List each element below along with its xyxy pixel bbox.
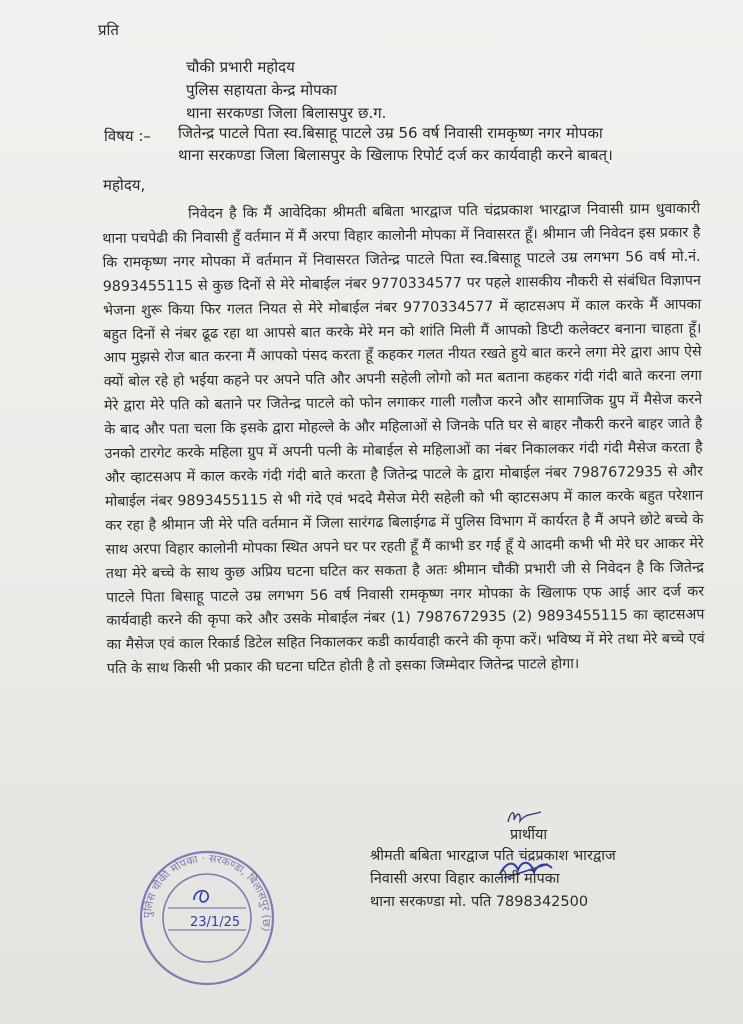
closing-text: प्रार्थीया: [510, 827, 548, 843]
letter-body: निवेदन है कि मैं आवेदिका श्रीमती बबिता भारद्वाज पति चंद्रप्रकाश भारद्वाज निवासी ग्राम धुवाकारी थाना पचपेढी की निवासी हुँ वर्तमान में मैं अरपा विहार कालोनी मोपका में निवासरत हूँ। श्रीमान जी निवेदन इस प्रकार है कि रामकृष्ण नगर मोपका में वर्तमान में निवासरत जितेन्द्र पाटले पिता स्व.बिसाहू पाटले उम्र लगभग 56 वर्ष मो.नं. 9893455115 से कुछ दिनों से मेरे मोबाईल नंबर 9770334577 पर पहले शासकीय नौकरी से संबंधित विज्ञापन भेजना शुरू किया फिर गलत नियत से मेरे मोबाईल नंबर 9770334577 में व्हाटसअप में काल करके मैं आपका बहुत दिनों से नंबर ढूढ रहा था आपसे बात करके मेरे मन को शांति मिली मैं आपको डिप्टी कलेक्टर बनाना चाहता हूँ। आप मुझसे रोज बात करना मैं आपको पंसद करता हूँ कहकर गलत नीयत रखते हुये बात करने लगा मेरे द्वारा आप ऐसे क्यों बोल रहे हो भईया कहने पर अपने पति और अपनी सहेली लोगो को मत बताना कहकर गंदी गंदी बाते करना लगा मेरे द्वारा मेरे पति को बताने पर जितेन्द्र पाटले को फोन लगाकर गाली गलौज करने और सामाजिक ग्रुप में मैसेज करने के बाद और पता चला कि इसके द्वारा मोहल्ले के और महिलाओं से जिनके पति घर से बाहर नौकरी करने बाहर जाते है उनको टारगेट करके महिला ग्रुप में अपनी पत्नी के मोबाईल से महिलाओं का नंबर निकालकर गंदी गंदी मैसेज करता है और व्हाटसअप में काल करके गंदी गंदी बाते करता है जितेन्द्र पाटले के द्वारा मोबाईल नंबर 7987672935 से और मोबाईल नंबर 9893455115 से भी गंदे एवं भददे मैसेज मेरी सहेली को भी व्हाटसअप में काल करके बहुत परेशान कर रहा है श्रीमान जी मेरे पति वर्तमान में जिला सारंगढ बिलाईगढ में पुलिस विभाग में कार्यरत है मैं अपने छोटे बच्चे के साथ अरपा विहार कालोनी मोपका स्थित अपने घर पर रहती हूँ मैं काभी डर गई हूँ ये आदमी कभी भी मेरे घर आकर मेरे तथा मेरे बच्चे के साथ कुछ अप्रिय घटना घटित कर सकता है अतः श्रीमान चौकी प्रभारी जी से निवेदन है कि जितेन्द्र पाटले पिता बिसाहू पाटले उम्र लगभग 56 वर्ष निवासी रामकृष्ण नगर मोपका के खिलाफ एफ आई आर दर्ज कर कार्यवाही करने की कृपा करे और उसके मोबाईल नंबर (1) 7987672935 (2) 9893455115 का व्हाटसअप का मैसेज एवं काल रिकार्ड डिटेल सहित निकालकर कडी कार्यवाही करने की कृपा करें। भविष्य में मेरे तथा मेरे बच्चे एवं पति के साथ किसी भी प्रकार की घटना घटित होती है तो इसका जिम्मेदार जितेन्द्र पाटले होगा।: [102, 200, 705, 678]
sender-line: थाना सरकण्डा मो. पति 7898342500: [370, 894, 589, 910]
stamp-ring-text: पुलिस चौकी मोपका · सरकण्डा, बिलासपुर (छ): [140, 851, 274, 933]
stamp-date: 23/1/25: [190, 915, 241, 930]
sender-line: श्रीमती बबिता भारद्वाज पति चंद्रप्रकाश भारद्वाज: [370, 848, 616, 864]
address-line: पुलिस सहायता केन्द्र मोपका: [186, 81, 338, 99]
recipient-address: [186, 56, 386, 125]
police-stamp-seal: [132, 848, 282, 988]
sender-line: निवासी अरपा विहार कालोनी मोपका: [370, 871, 560, 887]
address-line: चौकी प्रभारी महोदय: [186, 58, 295, 76]
subject-line: जितेन्द्र पाटले पिता स्व.बिसाहू पाटले उम्र 56 वर्ष निवासी रामकृष्ण नगर मोपका: [178, 124, 603, 142]
sender-block: [370, 845, 616, 914]
subject-label: विषय :–: [104, 127, 151, 145]
recipient-prefix: प्रति: [98, 21, 119, 39]
address-line: थाना सरकण्डा जिला बिलासपुर छ.ग.: [186, 104, 387, 122]
subject-line: थाना सरकण्डा जिला बिलासपुर के खिलाफ रिपोर्ट दर्ज कर कार्यवाही करने बाबत्।: [178, 146, 613, 164]
salutation: महोदय,: [103, 176, 146, 194]
subject-text: [178, 122, 698, 166]
